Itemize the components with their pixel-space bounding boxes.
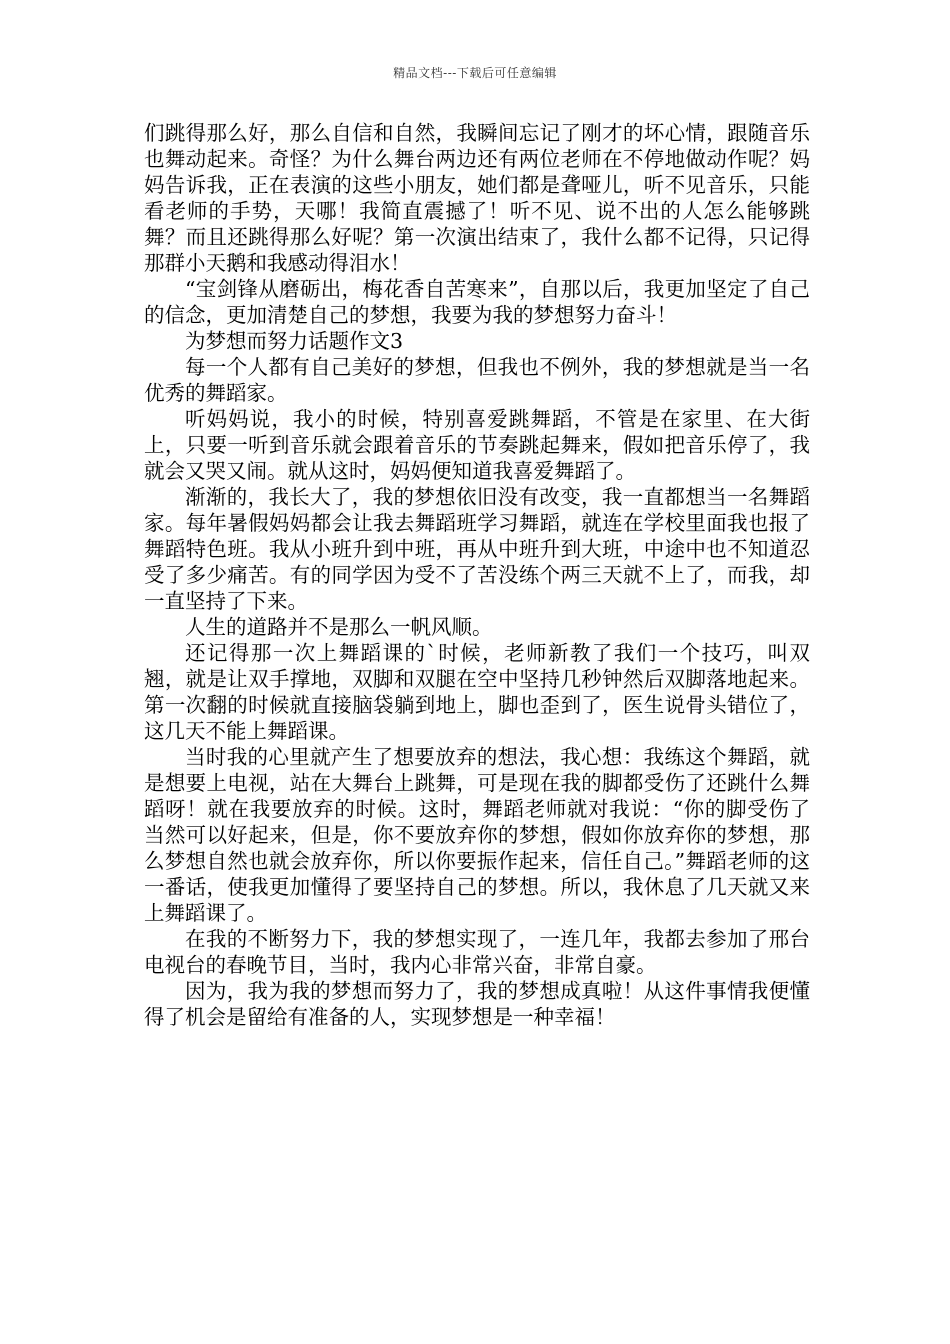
paragraph: 人生的道路并不是那么一帆风顺。 (185, 615, 493, 639)
document-body (144, 120, 810, 1030)
essay-title: 为梦想而努力话题作文3 (185, 329, 404, 353)
paragraph-continued: 们跳得那么好，那么自信和自然，我瞬间忘记了刚才的坏心情，跟随音乐也舞动起来。奇怪？为什么舞台两边还有两位老师在不停地做动作呢？妈妈告诉我，正在表演的这些小朋友，她们都是聋哑儿，听不见音乐，只能看老师的手势，天哪！我简直震撼了！听不见、说不出的人怎么能够跳舞？而且还跳得那么好呢？第一次演出结束了，我什么都不记得，只记得那群小天鹅和我感动得泪水！ (144, 121, 810, 275)
paragraph: 听妈妈说，我小的时候，特别喜爱跳舞蹈，不管是在家里、在大街上，只要一听到音乐就会跟着音乐的节奏跳起舞来，假如把音乐停了，我就会又哭又闹。就从这时，妈妈便知道我喜爱舞蹈了。 (144, 407, 810, 483)
paragraph-quote: “宝剑锋从磨砺出，梅花香自苦寒来”，自那以后，我更加坚定了自己的信念，更加清楚自己的梦想，我要为我的梦想努力奋斗！ (144, 277, 810, 327)
paragraph: 在我的不断努力下，我的梦想实现了，一连几年，我都去参加了邢台电视台的春晚节目，当时，我内心非常兴奋，非常自豪。 (144, 927, 810, 977)
paragraph: 还记得那一次上舞蹈课的`时候，老师新教了我们一个技巧，叫双翘，就是让双手撑地，双脚和双腿在空中坚持几秒钟然后双脚落地起来。第一次翻的时候就直接脑袋躺到地上，脚也歪到了，医生说骨头错位了，这几天不能上舞蹈课。 (144, 641, 810, 743)
paragraph: 因为，我为我的梦想而努力了，我的梦想成真啦！从这件事情我便懂得了机会是留给有准备的人，实现梦想是一种幸福！ (144, 979, 810, 1029)
paragraph: 每一个人都有自己美好的梦想，但我也不例外，我的梦想就是当一名优秀的舞蹈家。 (144, 355, 810, 405)
paragraph: 当时我的心里就产生了想要放弃的想法，我心想：我练这个舞蹈，就是想要上电视，站在大舞台上跳舞，可是现在我的脚都受伤了还跳什么舞蹈呀！就在我要放弃的时候。这时，舞蹈老师就对我说：“你的脚受伤了当然可以好起来，但是，你不要放弃你的梦想，假如你放弃你的梦想，那么梦想自然也就会放弃你，所以你要振作起来，信任自己。”舞蹈老师的这一番话，使我更加懂得了要坚持自己的梦想。所以，我休息了几天就又来上舞蹈课了。 (144, 745, 810, 925)
page-header: 精品文档---下载后可任意编辑 (393, 66, 557, 80)
paragraph: 渐渐的，我长大了，我的梦想依旧没有改变，我一直都想当一名舞蹈家。每年暑假妈妈都会让我去舞蹈班学习舞蹈，就连在学校里面我也报了舞蹈特色班。我从小班升到中班，再从中班升到大班，中途中也不知道忍受了多少痛苦。有的同学因为受不了苦没练个两三天就不上了，而我，却一直坚持了下来。 (144, 485, 810, 613)
